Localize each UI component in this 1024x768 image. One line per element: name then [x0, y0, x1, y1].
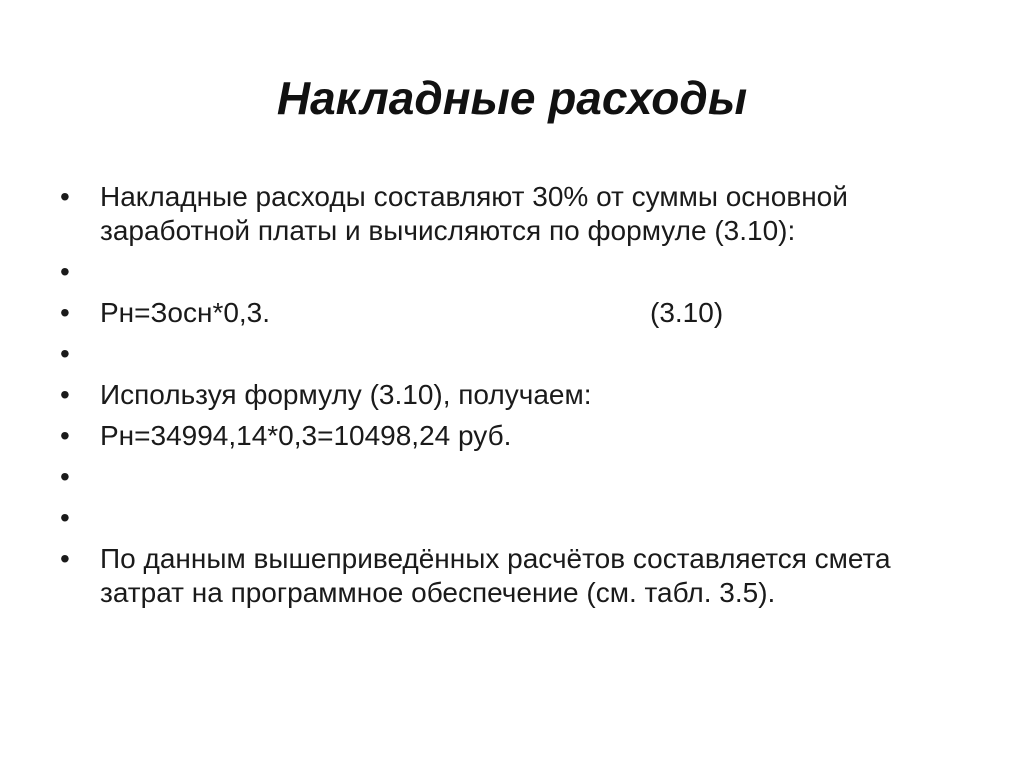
bullet-item: [60, 501, 960, 535]
bullet-item: [60, 542, 960, 610]
bullet-item: [60, 296, 960, 330]
bullet-text: Используя формулу (3.10), получаем:: [100, 379, 592, 410]
bullet-item: [60, 180, 960, 248]
bullet-text: Накладные расходы составляют 30% от суммы основной заработной платы и вычисляются по формуле (3.10):: [100, 181, 848, 246]
formula-text: Рн=Зосн*0,3.: [100, 297, 271, 328]
formula-number: (3.10): [650, 297, 724, 328]
bullet-icon: •: [60, 181, 70, 212]
bullet-icon: •: [60, 338, 70, 369]
bullet-icon: •: [60, 379, 70, 410]
bullet-text: Рн=34994,14*0,3=10498,24 руб.: [100, 420, 512, 451]
formula-line: [100, 296, 960, 330]
bullet-item: [60, 460, 960, 494]
slide-title: Накладные расходы: [276, 72, 748, 124]
bullet-icon: •: [60, 420, 70, 451]
bullet-list: [60, 180, 960, 617]
bullet-icon: •: [60, 297, 70, 328]
bullet-item: [60, 255, 960, 289]
bullet-text: По данным вышеприведённых расчётов составляется смета затрат на программное обеспечение (см. табл. 3.5).: [100, 543, 891, 608]
bullet-item: [60, 419, 960, 453]
bullet-icon: •: [60, 502, 70, 533]
bullet-item: [60, 337, 960, 371]
bullet-icon: •: [60, 543, 70, 574]
bullet-icon: •: [60, 256, 70, 287]
bullet-item: [60, 378, 960, 412]
bullet-icon: •: [60, 461, 70, 492]
